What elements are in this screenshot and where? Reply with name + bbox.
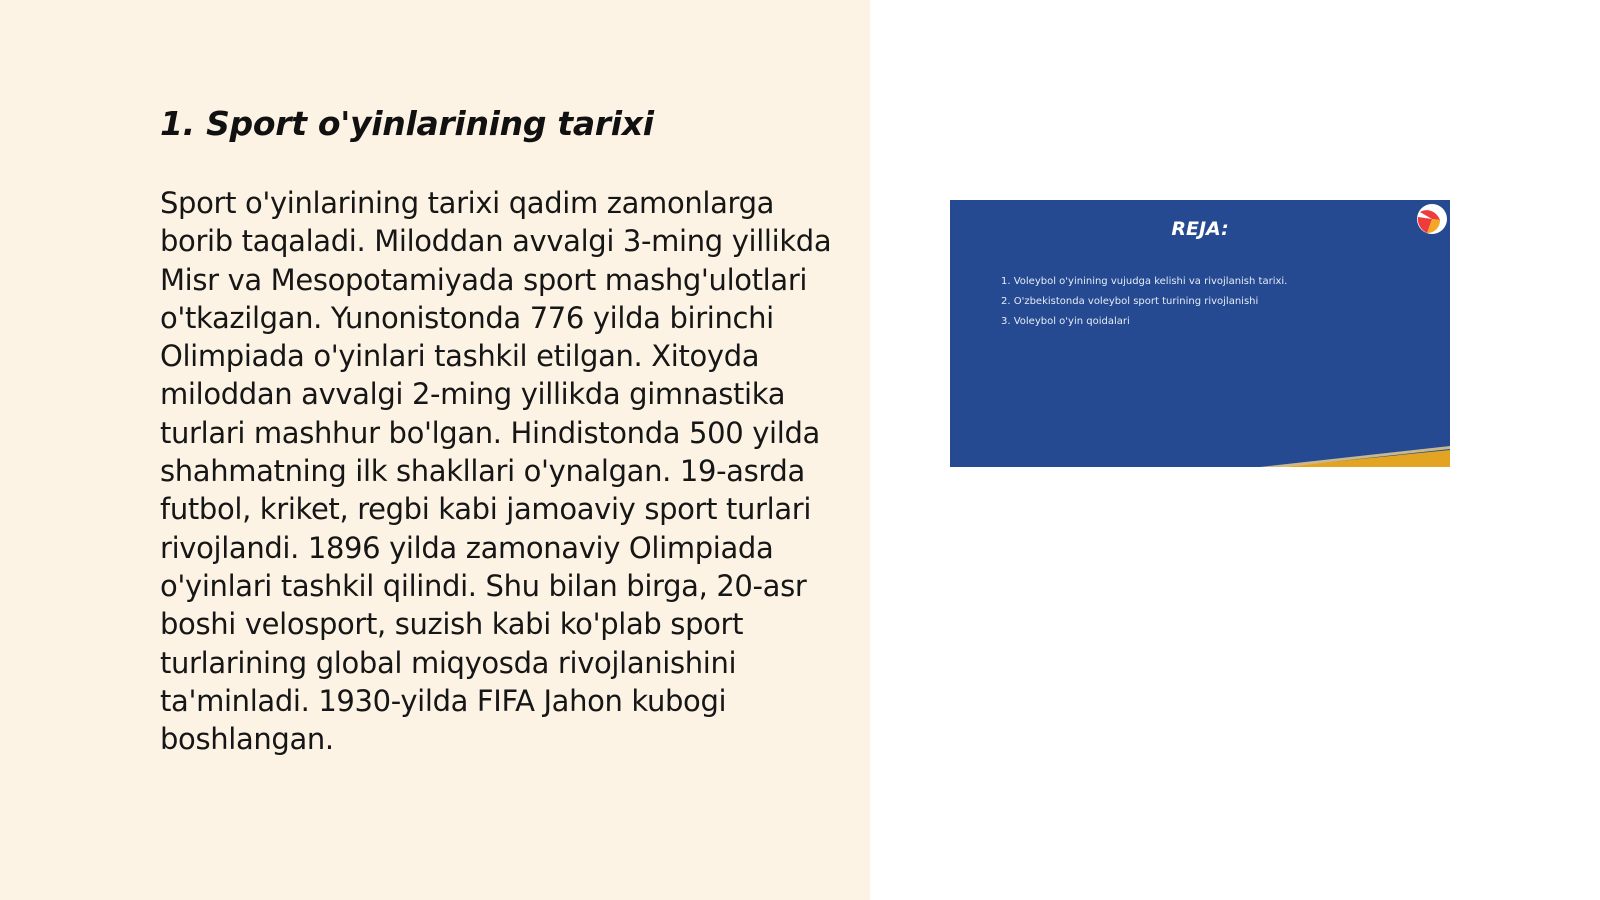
list-item: 2. O'zbekistonda voleybol sport turining rivojlanishi [1001, 296, 1259, 307]
slide-body-text: Sport o'yinlarining tarixi qadim zamonlarga borib taqaladi. Miloddan avvalgi 3-ming yillikda Misr va Mesopotamiyada sport mashg'ulotlari o'tkazilgan. Yunonistonda 776 yilda birinchi Olimpiada o'yinlari tashkil etilgan. Xitoyda miloddan avvalgi 2-ming yillikda gimnastika turlari mashhur bo'lgan. Hindistonda 500 yilda shahmatning ilk shakllari o'ynalgan. 19-asrda futbol, kriket, regbi kabi jamoaviy sport turlari rivojlandi. 1896 yilda zamonaviy Olimpiada o'yinlari tashkil qilindi. Shu bilan birga, 20-asr boshi velosport, suzish kabi ko'plab sport turlarining global miqyosda rivojlanishini ta'minladi. 1930-yilda FIFA Jahon kubogi boshlangan. [160, 186, 832, 757]
thumbnail-title: REJA: [1171, 218, 1229, 240]
slide-title: 1. Sport o'yinlarining tarixi [160, 104, 654, 143]
thumbnail-list [1001, 272, 1287, 332]
gold-accent-stripe [950, 200, 1450, 467]
list-item: 1. Voleybol o'yinining vujudga kelishi va rivojlanish tarixi. [1001, 276, 1288, 287]
slide-thumbnail-image [950, 200, 1450, 467]
list-item: 3. Voleybol o'yin qoidalari [1001, 316, 1130, 327]
